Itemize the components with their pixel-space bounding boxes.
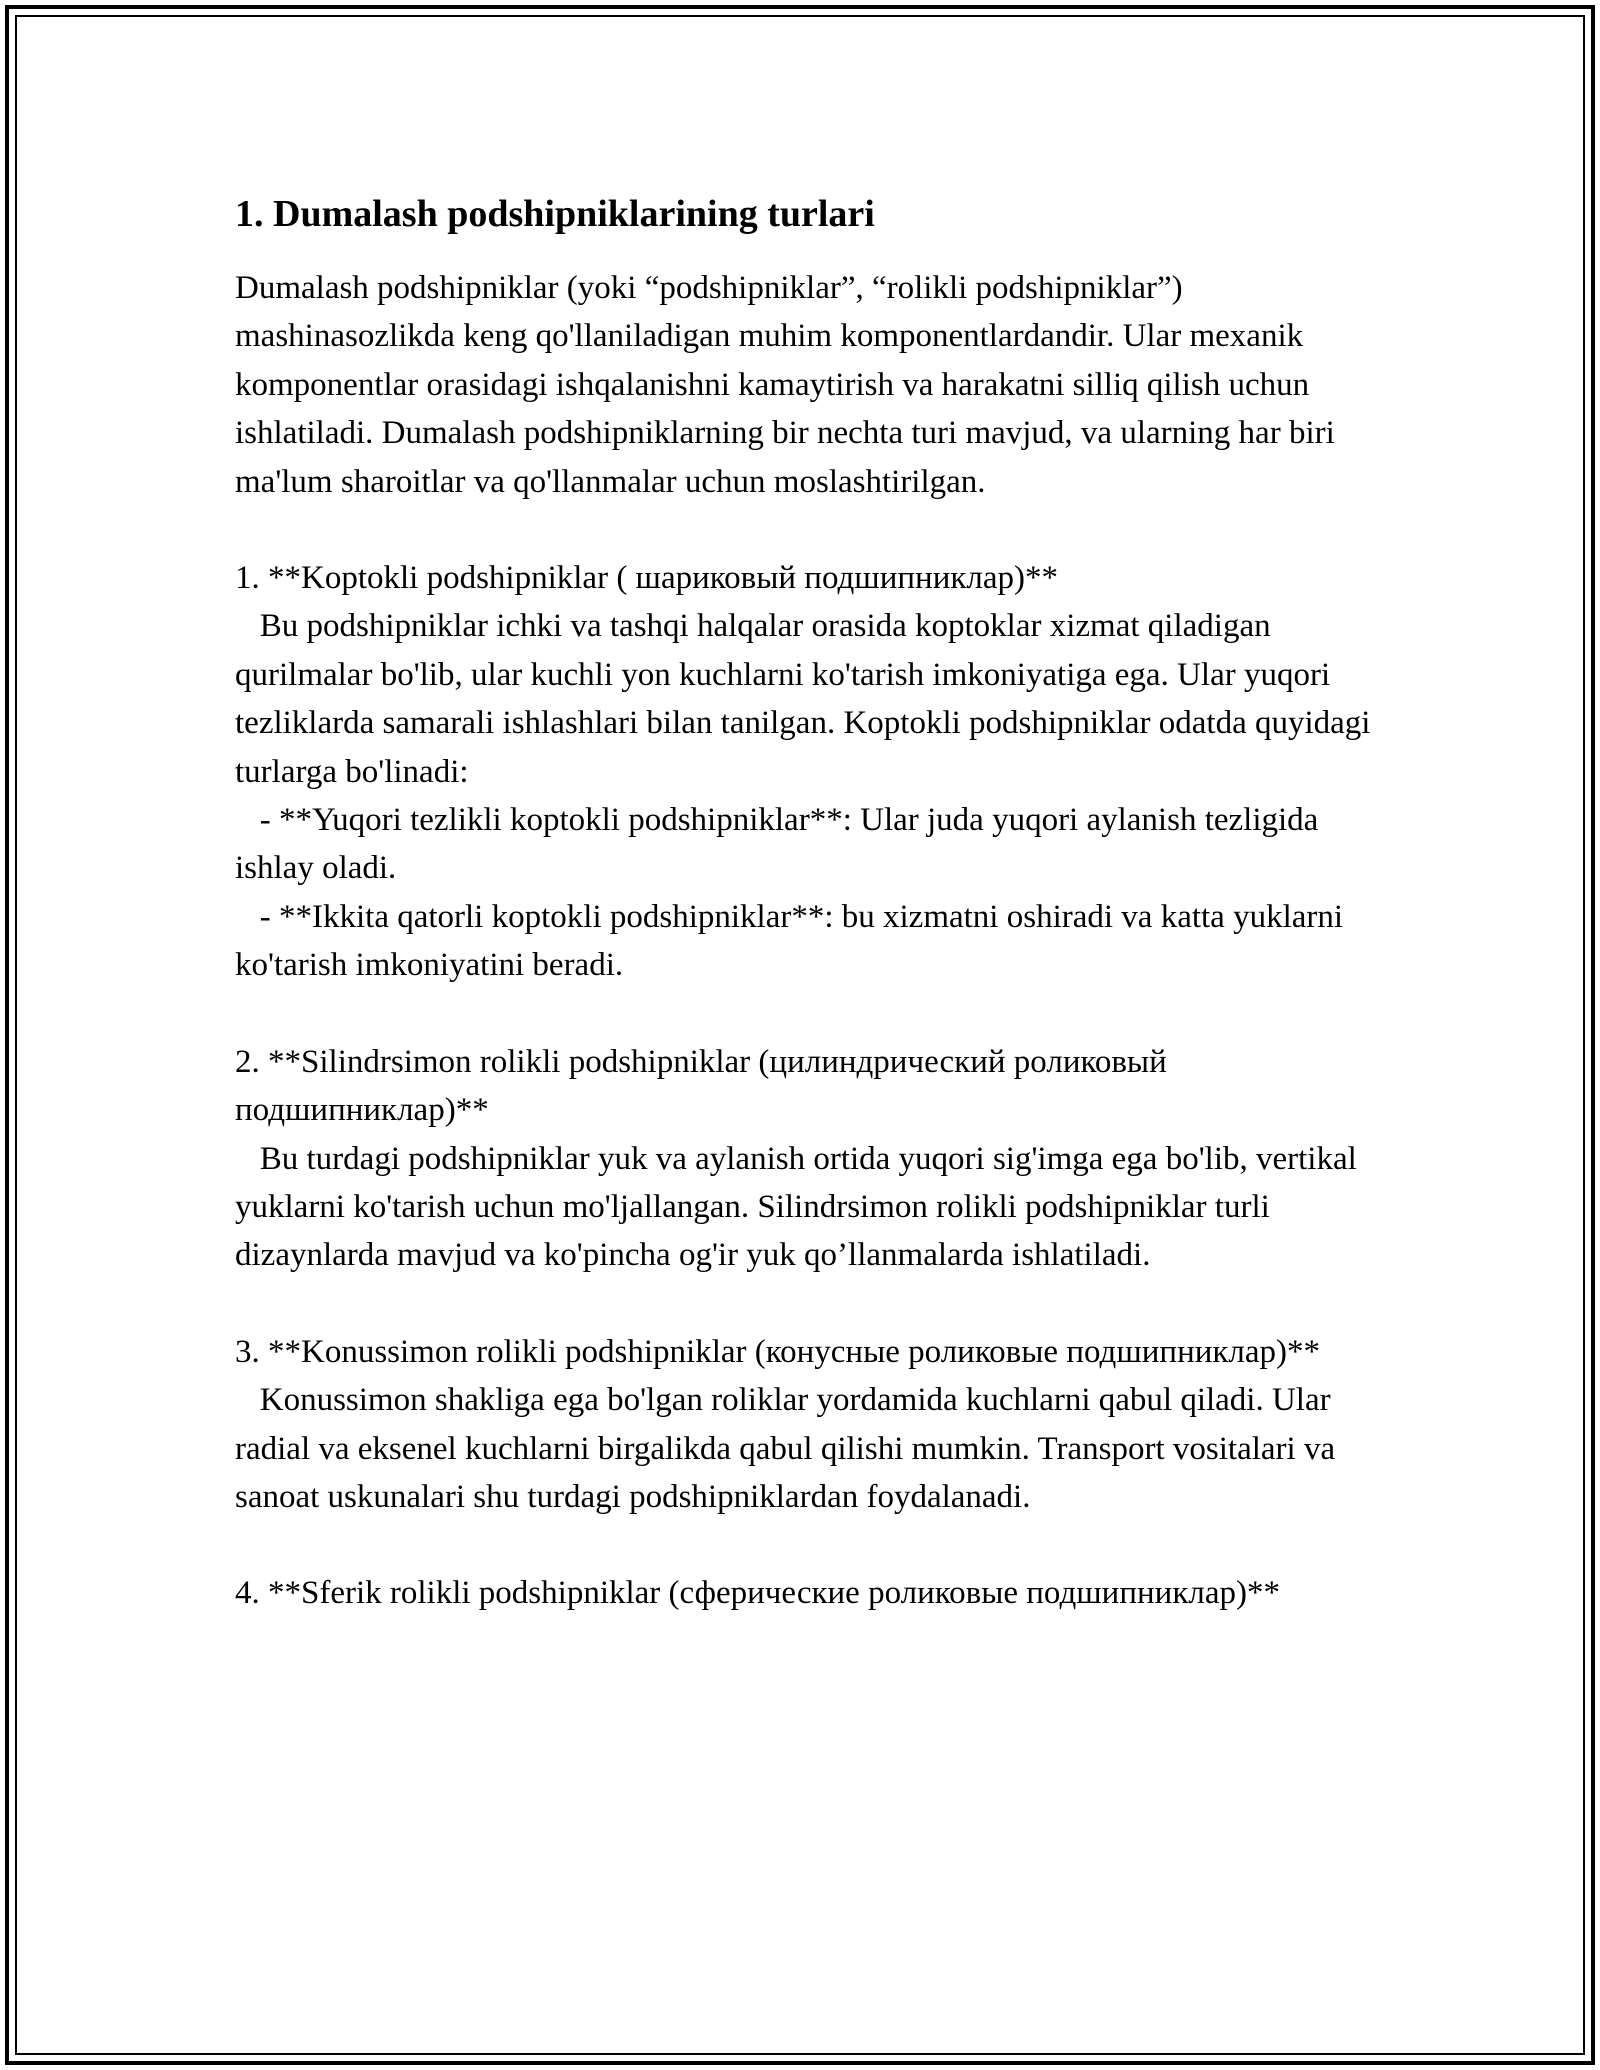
section-title: 2. **Silindrsimon rolikli podshipniklar (цилиндрический роликовый подшипниклар)** — [235, 1043, 1176, 1129]
bullet-item: - **Yuqori tezlikli koptokli podshipniklar**: Ular juda yuqori aylanish tezligida ishlay oladi. — [235, 802, 1327, 887]
section-spherical-roller-bearings — [235, 1569, 1375, 1617]
section-tapered-roller-bearings — [235, 1328, 1375, 1522]
section-cylindrical-roller-bearings — [235, 1038, 1375, 1280]
section-title: 1. **Koptokli podshipniklar ( шариковый подшипниклар)** — [235, 560, 1058, 597]
page-title: 1. Dumalash podshipniklarining turlari — [235, 193, 875, 235]
document-body — [235, 188, 1379, 1618]
section-title: 3. **Konussimon rolikli podshipniklar (конусные роликовые подшипниклар)** — [235, 1333, 1321, 1370]
section-ball-bearings — [235, 554, 1379, 990]
bullet-item: - **Ikkita qatorli koptokli podshipniklar**: bu xizmatni oshiradi va katta yuklarni ko'tarish imkoniyatini beradi. — [235, 898, 1352, 984]
section-body: Bu turdagi podshipniklar yuk va aylanish ortida yuqori sig'imga ega bo'lib, vertikal yuklarni ko'tarish uchun mo'ljallangan. Silindrsimon rolikli podshipniklar turli dizaynlarda mavjud va ko'pincha og'ir yuk qo’llanmalarda ishlatiladi. — [235, 1140, 1366, 1274]
section-body: Bu podshipniklar ichki va tashqi halqalar orasida koptoklar xizmat qiladigan qurilmalar bo'lib, ular kuchli yon kuchlarni ko'tarish imkoniyatiga ega. Ular yuqori tezliklarda samarali ishlashlari bilan tanilgan. Koptokli podshipniklar odatda quyidagi turlarga bo'linadi: — [235, 608, 1379, 790]
section-body: Konussimon shakliga ega bo'lgan roliklar yordamida kuchlarni qabul qiladi. Ular radial va eksenel kuchlarni birgalikda qabul qilishi mumkin. Transport vositalari va sanoat uskunalari shu turdagi podshipniklardan foydalanadi. — [235, 1382, 1344, 1515]
section-title: 4. **Sferik rolikli podshipniklar (сферические роликовые подшипниклар)** — [235, 1575, 1280, 1612]
intro-paragraph: Dumalash podshipniklar (yoki “podshipniklar”, “rolikli podshipniklar”) mashinasozlikda keng qo'llaniladigan muhim komponentlardandir. Ular mexanik komponentlar orasidagi ishqalanishni kamaytirish va harakatni silliq qilish uchun ishlatiladi. Dumalash podshipniklarning bir nechta turi mavjud, va ularning har biri ma'lum sharoitlar va qo'llanmalar uchun moslashtirilgan. — [235, 270, 1344, 500]
